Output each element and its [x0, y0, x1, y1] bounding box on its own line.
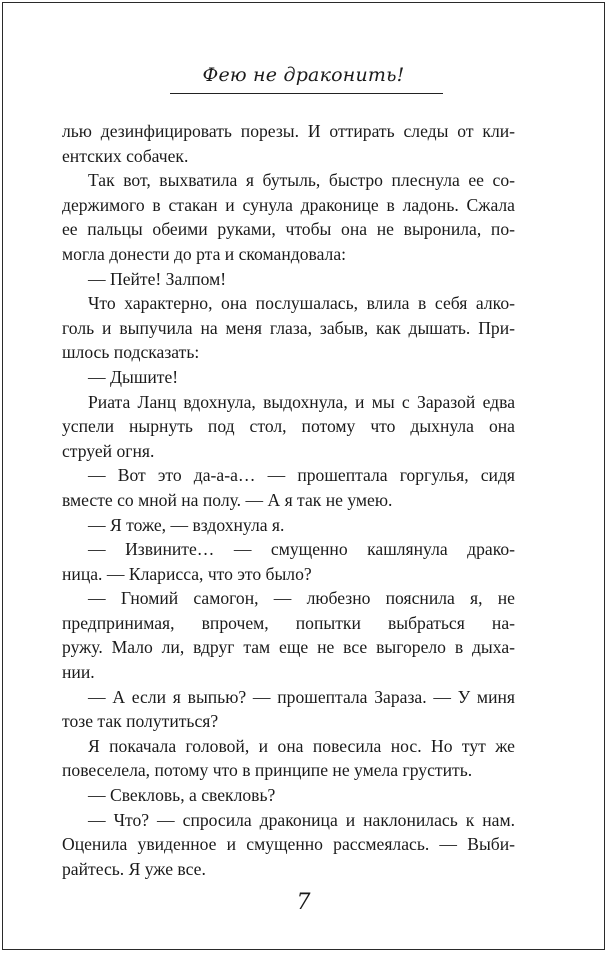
text-line: Риата Ланц вдохнула, выдохнула, и мы с Заразой едва — [88, 391, 515, 412]
text-line: — Я тоже, — вздохнула я. — [88, 514, 285, 535]
text-line: повеселела, потому что в принципе не умела грустить. — [62, 760, 473, 781]
text-line: — А если я выпью? — прошептала Зараза. — У миня — [88, 686, 515, 707]
text-line: ентских собачек. — [62, 145, 189, 166]
text-line: — Вот это да-а-а… — прошептала горгулья, сидя — [88, 465, 515, 486]
text-line: Оценила увиденное и смущенно рассмеялась. — Выби- — [62, 834, 515, 855]
text-line: райтесь. Я уже все. — [62, 858, 206, 879]
text-line: голь и выпучила на меня глаза, забыв, как дышать. При- — [62, 317, 515, 338]
header-rule — [170, 93, 443, 94]
text-line: Что характерно, она послушалась, влила в себя алко- — [88, 293, 515, 314]
text-line: струей огня. — [62, 440, 155, 461]
body-text — [62, 119, 515, 881]
text-line: Я покачала головой, и она повесила нос. Но тут же — [88, 735, 515, 756]
text-line: успели нырнуть под стол, потому что дыхнула она — [62, 416, 515, 437]
text-line: — Пейте! Залпом! — [88, 268, 227, 289]
text-line: Так вот, выхватила я бутыль, быстро плеснула ее со- — [88, 170, 515, 191]
text-line: вместе со мной на полу. — А я так не умею. — [62, 489, 393, 510]
text-line: нии. — [62, 662, 95, 683]
text-line: — Что? — спросила драконица и наклонилась к нам. — [88, 809, 515, 830]
page-number: 7 — [296, 890, 311, 915]
text-line: лью дезинфицировать порезы. И оттирать следы от кли- — [62, 121, 515, 141]
text-line: ее пальцы обеими руками, чтобы она не выронила, по- — [62, 219, 515, 240]
text-line: тозе так полутиться? — [62, 711, 219, 732]
text-line: — Дышите! — [88, 366, 179, 387]
text-line: ница. — Кларисса, что это было? — [62, 563, 312, 584]
text-line: предпринимая, впрочем, попытки выбраться на- — [62, 612, 515, 633]
text-line: — Извините… — смущенно кашлянула драко- — [88, 539, 515, 560]
running-head: Фею не драконить! — [202, 64, 405, 86]
text-line: ружу. Мало ли, вдруг там еще не все выгорело в дыха- — [62, 637, 515, 658]
text-line: могла донести до рта и скомандовала: — [62, 243, 347, 264]
book-page — [2, 2, 605, 950]
text-line: — Свекловь, а свекловь? — [88, 785, 276, 806]
text-line: держимого в стакан и сунула драконице в ладонь. Сжала — [62, 194, 515, 215]
text-line: — Гномий самогон, — любезно пояснила я, не — [88, 588, 515, 609]
text-line: шлось подсказать: — [62, 342, 200, 363]
